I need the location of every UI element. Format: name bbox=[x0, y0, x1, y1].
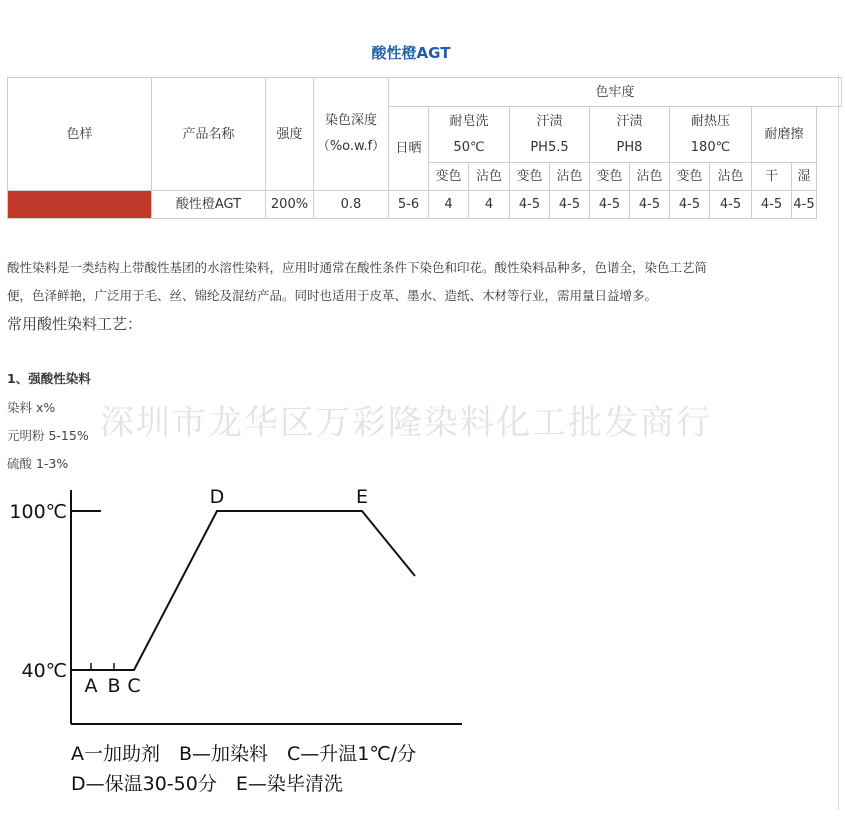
cell-sweat-alkaline-change: 4-5 bbox=[590, 191, 630, 219]
page-title: 酸性橙AGT bbox=[371, 44, 451, 62]
section-subheading: 常用酸性染料工艺： bbox=[7, 315, 143, 333]
sub-sweat-alkaline-change: 变色 bbox=[590, 163, 630, 191]
cell-soap-stain: 4 bbox=[469, 191, 510, 219]
recipe-item: 硫酸 1-3% bbox=[7, 456, 69, 471]
y-tick-label: 40℃ bbox=[21, 660, 67, 682]
sub-soap-change: 变色 bbox=[429, 163, 469, 191]
header-depth-line1: 染色深度 bbox=[324, 113, 377, 128]
header-soap bbox=[429, 107, 510, 163]
chart-svg bbox=[7, 480, 497, 810]
cell-light: 5-6 bbox=[389, 191, 429, 219]
point-label: D bbox=[209, 486, 225, 508]
description-line-1: 酸性染料是一类结构上带酸性基团的水溶性染料，应用时通常在酸性条件下染色和印花。酸性染料品种多，色谱全，染色工艺简 bbox=[7, 260, 708, 275]
dyeing-process-chart bbox=[7, 480, 497, 810]
cell-sweat-alkaline-stain: 4-5 bbox=[630, 191, 670, 219]
point-label: A bbox=[84, 675, 98, 697]
color-swatch bbox=[8, 191, 152, 219]
header-rubbing: 耐磨擦 bbox=[752, 107, 817, 163]
process-title: 1、强酸性染料 bbox=[7, 371, 91, 386]
sub-sweat-alkaline-stain: 沾色 bbox=[630, 163, 670, 191]
legend-line: A一加助剂 B—加染料 C—升温1℃/分 bbox=[71, 743, 417, 765]
recipe-item: 染料 x% bbox=[7, 400, 56, 415]
recipe-item: 元明粉 5-15% bbox=[7, 428, 89, 443]
point-label: E bbox=[355, 486, 369, 508]
sub-rub-wet: 湿 bbox=[792, 163, 817, 191]
header-sweat-alkaline bbox=[590, 107, 670, 163]
header-sweat-alkaline-line1: 汗渍 bbox=[616, 113, 643, 129]
series-line bbox=[71, 511, 415, 670]
legend-line: D—保温30-50分 E—染毕清洗 bbox=[71, 773, 343, 795]
description-line-2: 便，色泽鲜艳，广泛用于毛、丝、锦纶及混纺产品。同时也适用于皮革、墨水、造纸、木材等行业，需用量日益增多。 bbox=[7, 288, 658, 303]
header-depth bbox=[314, 78, 389, 191]
cell-heat-change: 4-5 bbox=[670, 191, 710, 219]
header-heat-press bbox=[670, 107, 752, 163]
header-sweat-acid-line2: PH5.5 bbox=[530, 139, 569, 155]
sub-sweat-acid-stain: 沾色 bbox=[550, 163, 590, 191]
point-label: C bbox=[127, 675, 141, 697]
cell-rub-dry: 4-5 bbox=[752, 191, 792, 219]
sub-heat-change: 变色 bbox=[670, 163, 710, 191]
header-sweat-alkaline-line2: PH8 bbox=[616, 139, 643, 155]
header-soap-line2: 50℃ bbox=[453, 139, 485, 155]
header-swatch: 色样 bbox=[8, 78, 152, 191]
cell-name: 酸性橙AGT bbox=[152, 191, 266, 219]
cell-soap-change: 4 bbox=[429, 191, 469, 219]
header-light: 日晒 bbox=[389, 107, 429, 191]
header-fastness: 色牢度 bbox=[389, 78, 842, 107]
table-row bbox=[8, 191, 842, 219]
cell-strength: 200% bbox=[266, 191, 314, 219]
header-heat-press-line1: 耐热压 bbox=[690, 113, 730, 129]
sub-rub-dry: 干 bbox=[752, 163, 792, 191]
y-tick-label: 100℃ bbox=[9, 501, 67, 523]
header-product-name: 产品名称 bbox=[152, 78, 266, 191]
cell-sweat-acid-stain: 4-5 bbox=[550, 191, 590, 219]
header-heat-press-line2: 180℃ bbox=[690, 139, 731, 155]
fastness-table bbox=[7, 77, 842, 219]
header-sweat-acid-line1: 汗渍 bbox=[536, 113, 563, 129]
header-soap-line1: 耐皂洗 bbox=[449, 113, 489, 129]
header-strength: 强度 bbox=[266, 78, 314, 191]
cell-rub-wet: 4-5 bbox=[792, 191, 817, 219]
sub-sweat-acid-change: 变色 bbox=[510, 163, 550, 191]
header-depth-line2: （%o.w.f） bbox=[316, 139, 386, 154]
divider bbox=[838, 75, 839, 810]
cell-sweat-acid-change: 4-5 bbox=[510, 191, 550, 219]
cell-heat-stain: 4-5 bbox=[710, 191, 752, 219]
header-sweat-acid bbox=[510, 107, 590, 163]
cell-depth: 0.8 bbox=[314, 191, 389, 219]
sub-heat-stain: 沾色 bbox=[710, 163, 752, 191]
sub-soap-stain: 沾色 bbox=[469, 163, 510, 191]
watermark: 深圳市龙华区万彩隆染料化工批发商行 bbox=[100, 403, 712, 443]
point-label: B bbox=[107, 675, 121, 697]
